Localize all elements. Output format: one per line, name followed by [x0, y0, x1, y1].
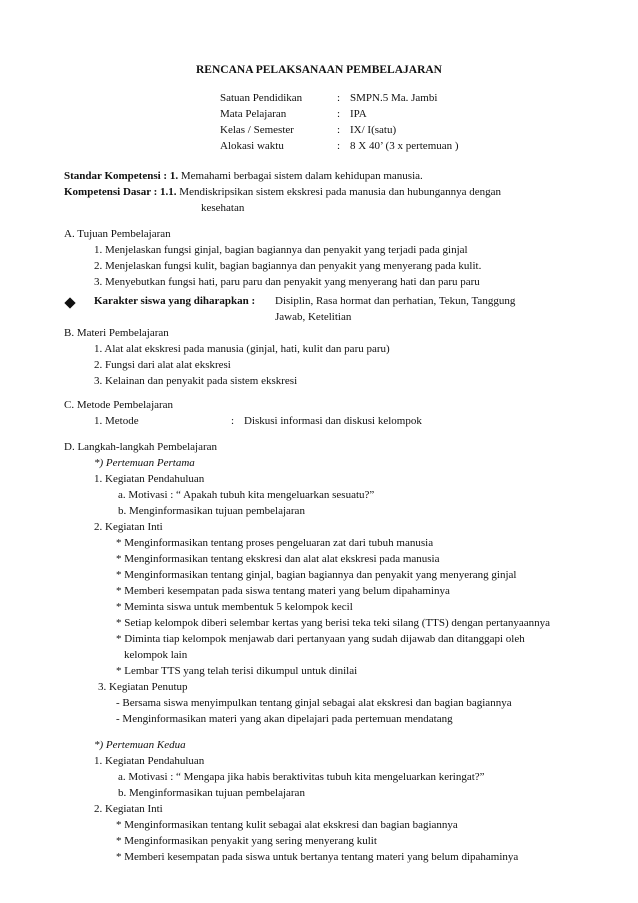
list-item: 3. Menyebutkan fungsi hati, paru paru dan penyakit yang menyerang hati dan paru paru [94, 276, 480, 288]
sk-text: Memahami berbagai sistem dalam kehidupan manusia. [178, 170, 423, 182]
metode-label: 1. Metode [94, 415, 139, 427]
info-value: 8 X 40’ (3 x pertemuan ) [350, 140, 459, 152]
info-sep: : [337, 140, 341, 152]
list-item: * Menginformasikan tentang proses pengeluaran zat dari tubuh manusia [116, 537, 434, 549]
list-item: 3. Kelainan dan penyakit pada sistem ekskresi [94, 375, 298, 387]
list-item: * Setiap kelompok diberi selembar kertas yang berisi teka teki silang (TTS) dengan pertanyaannya [116, 617, 551, 629]
section-a-heading: A. Tujuan Pembelajaran [64, 228, 171, 240]
list-item: * Memberi kesempatan pada siswa tentang materi yang belum dipahaminya [116, 585, 450, 597]
list-item: a. Motivasi : “ Apakah tubuh kita mengeluarkan sesuatu?” [118, 489, 375, 501]
kegiatan-heading: 2. Kegiatan Inti [94, 803, 163, 815]
info-value: SMPN.5 Ma. Jambi [350, 92, 438, 104]
info-sep: : [337, 124, 341, 136]
list-item: 1. Menjelaskan fungsi ginjal, bagian bagiannya dan penyakit yang terjadi pada ginjal [94, 244, 468, 256]
list-item: - Menginformasikan materi yang akan dipelajari pada pertemuan mendatang [116, 713, 453, 725]
kegiatan-heading: 2. Kegiatan Inti [94, 521, 163, 533]
info-sep: : [337, 92, 341, 104]
list-item: * Memberi kesempatan pada siswa untuk bertanya tentang materi yang belum dipahaminya [116, 851, 519, 863]
list-item: 2. Fungsi dari alat alat ekskresi [94, 359, 231, 371]
section-c-heading: C. Metode Pembelajaran [64, 399, 174, 411]
pertemuan-title: *) Pertemuan Kedua [94, 739, 186, 751]
list-item: 2. Menjelaskan fungsi kulit, bagian bagiannya dan penyakit yang menyerang pada kulit. [94, 260, 482, 272]
list-item: b. Menginformasikan tujuan pembelajaran [118, 787, 305, 799]
sk-label: Standar Kompetensi : 1. [64, 170, 179, 182]
kd-text: Mendiskripsikan sistem ekskresi pada manusia dan hubungannya dengan [176, 186, 501, 198]
karakter-label: Karakter siswa yang diharapkan : [94, 295, 256, 307]
list-item: a. Motivasi : “ Mengapa jika habis beraktivitas tubuh kita mengeluarkan keringat?” [118, 771, 485, 783]
info-label: Satuan Pendidikan [220, 92, 303, 104]
list-item: * Menginformasikan penyakit yang sering menyerang kulit [116, 835, 377, 847]
pertemuan-title: *) Pertemuan Pertama [94, 457, 195, 469]
list-item: * Diminta tiap kelompok menjawab dari pertanyaan yang sudah dijawab dan ditanggapi oleh [116, 633, 525, 645]
list-item: * Menginformasikan tentang ekskresi dan alat alat ekskresi pada manusia [116, 553, 440, 565]
karakter-text: Disiplin, Rasa hormat dan perhatian, Tekun, Tanggung [275, 295, 516, 307]
info-label: Mata Pelajaran [220, 108, 287, 120]
section-d-heading: D. Langkah-langkah Pembelajaran [64, 441, 218, 453]
list-item: * Meminta siswa untuk membentuk 5 kelompok kecil [116, 601, 353, 613]
list-item: b. Menginformasikan tujuan pembelajaran [118, 505, 305, 517]
kegiatan-heading: 1. Kegiatan Pendahuluan [94, 755, 205, 767]
info-value: IX/ I(satu) [350, 124, 397, 136]
list-item: * Lembar TTS yang telah terisi dikumpul untuk dinilai [116, 665, 358, 677]
list-item: - Bersama siswa menyimpulkan tentang ginjal sebagai alat ekskresi dan bagian bagiannya [116, 697, 512, 709]
info-value: IPA [350, 108, 367, 120]
list-item: 1. Alat alat ekskresi pada manusia (ginjal, hati, kulit dan paru paru) [94, 343, 390, 355]
list-item: * Menginformasikan tentang kulit sebagai alat ekskresi dan bagian bagiannya [116, 819, 458, 831]
info-label: Kelas / Semester [220, 124, 294, 136]
karakter-text-continued: Jawab, Ketelitian [275, 311, 352, 323]
document-title: RENCANA PELAKSANAAN PEMBELAJARAN [196, 64, 442, 76]
list-item: * Menginformasikan tentang ginjal, bagian bagiannya dan penyakit yang menyerang ginjal [116, 569, 517, 581]
info-label: Alokasi waktu [220, 140, 284, 152]
metode-value: Diskusi informasi dan diskusi kelompok [244, 415, 422, 427]
metode-sep: : [231, 415, 235, 427]
kd-label: Kompetensi Dasar : 1.1. [64, 186, 177, 198]
kd-text-continued: kesehatan [201, 202, 245, 214]
kegiatan-heading: 1. Kegiatan Pendahuluan [94, 473, 205, 485]
list-item-continued: kelompok lain [124, 649, 188, 661]
standar-kompetensi [64, 168, 423, 184]
section-b-heading: B. Materi Pembelajaran [64, 327, 169, 339]
kegiatan-heading: 3. Kegiatan Penutup [98, 681, 188, 693]
info-sep: : [337, 108, 341, 120]
diamond-bullet-icon [66, 296, 84, 312]
kompetensi-dasar [64, 184, 501, 200]
